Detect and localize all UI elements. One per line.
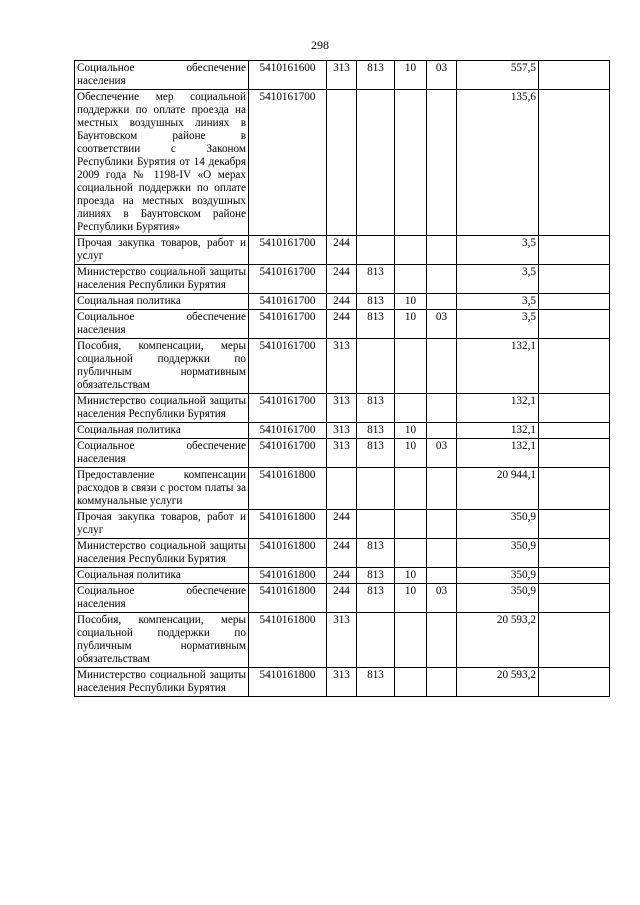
table-row (75, 90, 610, 236)
row-section (395, 510, 427, 539)
row-subsection (427, 339, 457, 394)
row-empty-cell (539, 423, 610, 439)
row-empty-cell (539, 584, 610, 613)
table-row (75, 468, 610, 510)
row-empty-cell (539, 539, 610, 568)
row-amount: 20 593,2 (457, 668, 539, 697)
row-name: Социальная политика (75, 568, 249, 584)
row-department-code: 813 (357, 439, 395, 468)
row-amount: 350,9 (457, 568, 539, 584)
row-target-code: 5410161700 (249, 294, 327, 310)
row-amount: 135,6 (457, 90, 539, 236)
row-section: 10 (395, 423, 427, 439)
row-amount: 3,5 (457, 310, 539, 339)
row-expense-type (327, 90, 357, 236)
row-target-code: 5410161700 (249, 394, 327, 423)
row-department-code (357, 468, 395, 510)
row-section (395, 613, 427, 668)
row-subsection: 03 (427, 61, 457, 90)
row-amount: 3,5 (457, 294, 539, 310)
row-subsection (427, 294, 457, 310)
row-amount: 132,1 (457, 339, 539, 394)
row-target-code: 5410161800 (249, 613, 327, 668)
row-department-code: 813 (357, 423, 395, 439)
row-expense-type: 313 (327, 339, 357, 394)
row-subsection: 03 (427, 439, 457, 468)
row-name: Предоставление компенсации расходов в связи с ростом платы за коммунальные услуги (75, 468, 249, 510)
row-expense-type: 244 (327, 265, 357, 294)
row-empty-cell (539, 339, 610, 394)
row-amount: 20 593,2 (457, 613, 539, 668)
row-amount: 132,1 (457, 394, 539, 423)
row-expense-type: 244 (327, 236, 357, 265)
row-name: Министерство социальной защиты населения Республики Бурятия (75, 394, 249, 423)
row-name: Социальная политика (75, 294, 249, 310)
row-department-code: 813 (357, 668, 395, 697)
row-subsection (427, 423, 457, 439)
page-number: 298 (311, 38, 329, 52)
row-department-code: 813 (357, 539, 395, 568)
row-name: Прочая закупка товаров, работ и услуг (75, 510, 249, 539)
row-expense-type: 313 (327, 613, 357, 668)
row-amount: 350,9 (457, 510, 539, 539)
row-subsection (427, 539, 457, 568)
row-department-code (357, 613, 395, 668)
budget-table (74, 60, 610, 697)
row-empty-cell (539, 510, 610, 539)
row-empty-cell (539, 468, 610, 510)
row-subsection: 03 (427, 310, 457, 339)
row-expense-type: 313 (327, 61, 357, 90)
row-subsection (427, 668, 457, 697)
row-target-code: 5410161700 (249, 236, 327, 265)
row-name: Социальное обеспечение населения (75, 584, 249, 613)
table-row (75, 265, 610, 294)
table-row (75, 310, 610, 339)
row-section (395, 668, 427, 697)
row-expense-type: 313 (327, 394, 357, 423)
table-row (75, 294, 610, 310)
row-name: Прочая закупка товаров, работ и услуг (75, 236, 249, 265)
row-target-code: 5410161700 (249, 310, 327, 339)
row-department-code (357, 510, 395, 539)
row-empty-cell (539, 236, 610, 265)
row-department-code: 813 (357, 584, 395, 613)
row-target-code: 5410161700 (249, 90, 327, 236)
row-department-code (357, 339, 395, 394)
table-row (75, 339, 610, 394)
table-row (75, 394, 610, 423)
row-department-code (357, 90, 395, 236)
row-section: 10 (395, 294, 427, 310)
row-target-code: 5410161700 (249, 439, 327, 468)
row-section: 10 (395, 439, 427, 468)
row-amount: 132,1 (457, 439, 539, 468)
row-name: Министерство социальной защиты населения Республики Бурятия (75, 539, 249, 568)
row-target-code: 5410161800 (249, 584, 327, 613)
row-name: Пособия, компенсации, меры социальной поддержки по публичным нормативным обязательствам (75, 613, 249, 668)
row-subsection (427, 394, 457, 423)
row-target-code: 5410161800 (249, 668, 327, 697)
row-amount: 350,9 (457, 539, 539, 568)
row-department-code: 813 (357, 294, 395, 310)
row-expense-type: 244 (327, 310, 357, 339)
row-target-code: 5410161800 (249, 539, 327, 568)
table-row (75, 539, 610, 568)
row-empty-cell (539, 613, 610, 668)
row-name: Министерство социальной защиты населения Республики Бурятия (75, 668, 249, 697)
row-expense-type: 244 (327, 584, 357, 613)
row-name: Министерство социальной защиты населения Республики Бурятия (75, 265, 249, 294)
row-amount: 350,9 (457, 584, 539, 613)
row-expense-type: 244 (327, 568, 357, 584)
table-row (75, 568, 610, 584)
row-empty-cell (539, 439, 610, 468)
row-name: Социальное обеспечение населения (75, 61, 249, 90)
row-amount: 3,5 (457, 265, 539, 294)
row-name: Социальное обеспечение населения (75, 439, 249, 468)
row-target-code: 5410161800 (249, 468, 327, 510)
row-expense-type: 313 (327, 439, 357, 468)
row-section: 10 (395, 310, 427, 339)
row-section: 10 (395, 584, 427, 613)
row-subsection (427, 90, 457, 236)
row-section (395, 90, 427, 236)
row-section (395, 339, 427, 394)
row-empty-cell (539, 265, 610, 294)
row-target-code: 5410161800 (249, 510, 327, 539)
row-subsection (427, 468, 457, 510)
row-subsection: 03 (427, 584, 457, 613)
row-expense-type: 244 (327, 294, 357, 310)
row-expense-type: 313 (327, 668, 357, 697)
table-row (75, 423, 610, 439)
row-expense-type: 244 (327, 510, 357, 539)
row-empty-cell (539, 668, 610, 697)
row-amount: 557,5 (457, 61, 539, 90)
row-expense-type: 244 (327, 539, 357, 568)
row-amount: 132,1 (457, 423, 539, 439)
row-section (395, 394, 427, 423)
table-row (75, 668, 610, 697)
table-row (75, 61, 610, 90)
row-department-code (357, 236, 395, 265)
row-expense-type: 313 (327, 423, 357, 439)
row-subsection (427, 236, 457, 265)
table-row (75, 439, 610, 468)
row-subsection (427, 510, 457, 539)
row-section (395, 468, 427, 510)
row-target-code: 5410161600 (249, 61, 327, 90)
row-department-code: 813 (357, 568, 395, 584)
row-amount: 20 944,1 (457, 468, 539, 510)
table-row (75, 236, 610, 265)
row-section (395, 265, 427, 294)
row-section (395, 236, 427, 265)
row-target-code: 5410161700 (249, 339, 327, 394)
row-target-code: 5410161800 (249, 568, 327, 584)
row-name: Социальная политика (75, 423, 249, 439)
row-name: Обеспечение мер социальной поддержки по оплате проезда на местных воздушных линиях в Баунтовском районе в соответствии с Законом Республики Бурятия от 14 декабря 2009 года № 1198-IV «О мерах социальной поддержки по оплате проезда на местных воздушных линиях в Баунтовском районе Республики Бурятия» (75, 90, 249, 236)
row-subsection (427, 568, 457, 584)
row-department-code: 813 (357, 310, 395, 339)
row-department-code: 813 (357, 61, 395, 90)
row-empty-cell (539, 61, 610, 90)
row-section (395, 539, 427, 568)
row-subsection (427, 613, 457, 668)
row-amount: 3,5 (457, 236, 539, 265)
row-name: Социальное обеспечение населения (75, 310, 249, 339)
row-expense-type (327, 468, 357, 510)
row-empty-cell (539, 294, 610, 310)
row-empty-cell (539, 310, 610, 339)
row-target-code: 5410161700 (249, 423, 327, 439)
row-empty-cell (539, 394, 610, 423)
row-department-code: 813 (357, 394, 395, 423)
row-subsection (427, 265, 457, 294)
table-row (75, 584, 610, 613)
row-empty-cell (539, 568, 610, 584)
row-section: 10 (395, 61, 427, 90)
table-row (75, 510, 610, 539)
row-empty-cell (539, 90, 610, 236)
row-name: Пособия, компенсации, меры социальной поддержки по публичным нормативным обязательствам (75, 339, 249, 394)
row-department-code: 813 (357, 265, 395, 294)
table-row (75, 613, 610, 668)
row-target-code: 5410161700 (249, 265, 327, 294)
row-section: 10 (395, 568, 427, 584)
